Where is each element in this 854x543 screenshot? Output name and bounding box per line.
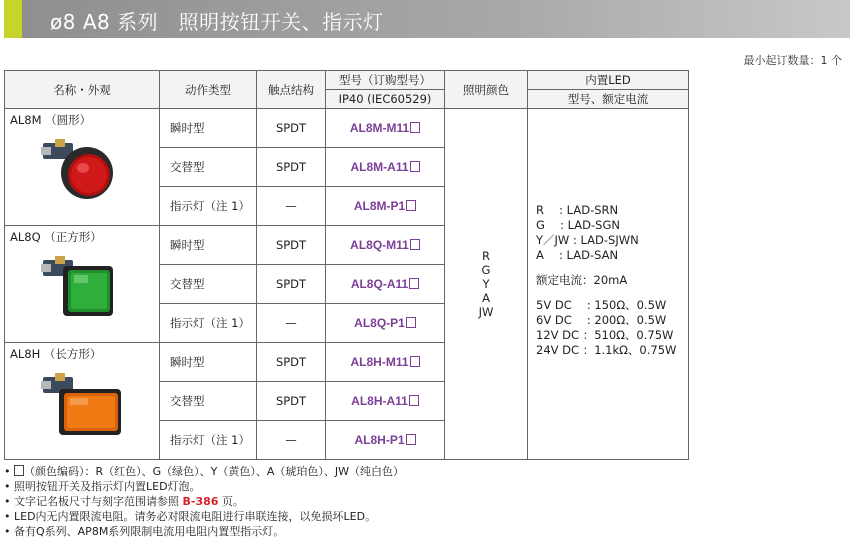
product-table bbox=[4, 70, 689, 460]
action-type: 指示灯（注 1） bbox=[160, 421, 257, 460]
note-3: • 文字记名板尺寸与刻字范围请参照 B-386 页。 bbox=[4, 495, 244, 508]
action-type: 瞬时型 bbox=[160, 109, 257, 148]
model-number: AL8H-M11 bbox=[326, 343, 445, 382]
color-code-box bbox=[406, 200, 416, 211]
contact-structure: — bbox=[257, 304, 326, 343]
voltage-spec: 5V DC : 150Ω、0.5W bbox=[536, 298, 667, 312]
product-cell-al8h bbox=[5, 343, 160, 460]
action-type: 瞬时型 bbox=[160, 343, 257, 382]
action-type: 交替型 bbox=[160, 382, 257, 421]
note-2: • 照明按钮开关及指示灯内置LED灯泡。 bbox=[4, 480, 201, 493]
action-type: 瞬时型 bbox=[160, 226, 257, 265]
contact-structure: SPDT bbox=[257, 382, 326, 421]
contact-structure: SPDT bbox=[257, 148, 326, 187]
color-code-box bbox=[14, 465, 24, 476]
header-led-sub: 型号、额定电流 bbox=[528, 90, 689, 109]
header-led: 内置LED bbox=[528, 71, 689, 90]
action-type: 指示灯（注 1） bbox=[160, 187, 257, 226]
color-code-box bbox=[410, 161, 420, 172]
action-type: 指示灯（注 1） bbox=[160, 304, 257, 343]
note-1: • （颜色编码）：R（红色）、G（绿色）、Y（黄色）、A（琥珀色）、JW（纯白色） bbox=[4, 465, 405, 478]
contact-structure: — bbox=[257, 187, 326, 226]
rectangle-button-image bbox=[39, 369, 123, 443]
led-model: Y／JW : LAD-SJWN bbox=[536, 233, 639, 247]
model-number: AL8M-A11 bbox=[326, 148, 445, 187]
product-cell-al8q bbox=[5, 226, 160, 343]
color-code: Y bbox=[482, 277, 490, 291]
model-number: AL8Q-M11 bbox=[326, 226, 445, 265]
led-model: R : LAD-SRN bbox=[536, 203, 619, 217]
header-model-sub: IP40 (IEC60529) bbox=[326, 90, 445, 109]
header-model: 型号（订购型号） bbox=[326, 71, 445, 90]
header-name: 名称・外观 bbox=[5, 71, 160, 109]
color-code-box bbox=[409, 278, 419, 289]
page-reference-link[interactable]: B-386 bbox=[182, 495, 219, 508]
product-name: AL8Q （正方形） bbox=[10, 230, 102, 244]
header-action: 动作类型 bbox=[160, 71, 257, 109]
color-code: G bbox=[481, 263, 491, 277]
voltage-spec: 24V DC ：1.1kΩ、0.75W bbox=[536, 343, 677, 357]
product-cell-al8m bbox=[5, 109, 160, 226]
contact-structure: SPDT bbox=[257, 343, 326, 382]
model-number: AL8M-M11 bbox=[326, 109, 445, 148]
color-code-box bbox=[409, 395, 419, 406]
color-code-box bbox=[406, 317, 416, 328]
illumination-colors bbox=[445, 109, 528, 460]
action-type: 交替型 bbox=[160, 148, 257, 187]
contact-structure: SPDT bbox=[257, 226, 326, 265]
led-model: G : LAD-SGN bbox=[536, 218, 620, 232]
header-contact: 触点结构 bbox=[257, 71, 326, 109]
color-code-box bbox=[410, 122, 420, 133]
voltage-spec: 6V DC : 200Ω、0.5W bbox=[536, 313, 667, 327]
rated-current: 额定电流：20mA bbox=[536, 273, 628, 287]
min-order-text: 最小起订数量：1 个 bbox=[743, 54, 842, 67]
model-number: AL8H-A11 bbox=[326, 382, 445, 421]
model-number: AL8Q-A11 bbox=[326, 265, 445, 304]
page-title: ø8 A8 系列 照明按钮开关、指示灯 bbox=[50, 10, 384, 34]
color-code-box bbox=[410, 356, 420, 367]
color-code: JW bbox=[478, 305, 494, 319]
color-code-box bbox=[406, 434, 416, 445]
product-name: AL8H （长方形） bbox=[10, 347, 102, 361]
header-accent bbox=[4, 0, 22, 38]
contact-structure: — bbox=[257, 421, 326, 460]
notes bbox=[4, 464, 404, 539]
note-4: • LED内无内置限流电阻。请务必对限流电阻进行串联连接，以免损坏LED。 bbox=[4, 510, 377, 523]
led-model: A : LAD-SAN bbox=[536, 248, 619, 262]
led-info bbox=[528, 109, 689, 460]
model-number: AL8Q-P1 bbox=[326, 304, 445, 343]
color-code: A bbox=[482, 291, 490, 305]
contact-structure: SPDT bbox=[257, 265, 326, 304]
section-header bbox=[0, 0, 854, 38]
color-code: R bbox=[482, 249, 490, 263]
square-button-image bbox=[39, 252, 119, 324]
note-5: • 备有Q系列、AP8M系列限制电流用电阻内置型指示灯。 bbox=[4, 525, 285, 538]
header-color: 照明颜色 bbox=[445, 71, 528, 109]
contact-structure: SPDT bbox=[257, 109, 326, 148]
voltage-spec: 12V DC ：510Ω、0.75W bbox=[536, 328, 674, 342]
round-button-image bbox=[39, 135, 119, 207]
model-number: AL8H-P1 bbox=[326, 421, 445, 460]
product-name: AL8M （圆形） bbox=[10, 113, 92, 127]
model-number: AL8M-P1 bbox=[326, 187, 445, 226]
color-code-box bbox=[410, 239, 420, 250]
action-type: 交替型 bbox=[160, 265, 257, 304]
